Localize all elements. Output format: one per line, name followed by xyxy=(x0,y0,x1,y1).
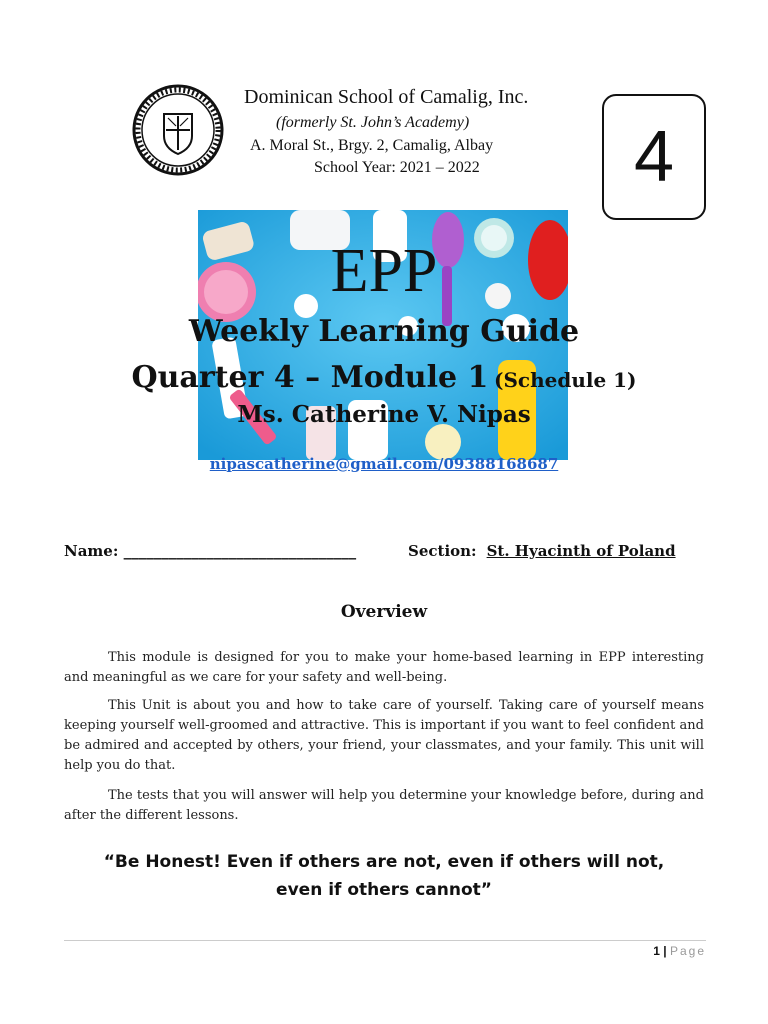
section-label: Section: xyxy=(408,542,477,560)
guide-title: Weekly Learning Guide xyxy=(188,314,580,349)
honesty-quote xyxy=(64,848,704,904)
school-name: Dominican School of Camalig, Inc. xyxy=(244,86,529,108)
contact-line xyxy=(0,455,768,473)
page-footer xyxy=(620,944,706,958)
subject-title: EPP xyxy=(330,237,438,305)
page-separator: | xyxy=(663,944,667,958)
grade-level-box xyxy=(602,94,706,220)
schedule-label: (Schedule 1) xyxy=(493,368,637,392)
teacher-contact-link[interactable]: nipascatherine@gmail.com/09388168687 xyxy=(209,455,559,473)
overview-paragraph-3 xyxy=(64,786,704,826)
page-number: 1 xyxy=(653,944,660,958)
overview-paragraph-1 xyxy=(64,648,704,688)
name-label: Name: xyxy=(64,542,119,560)
school-address: A. Moral St., Brgy. 2, Camalig, Albay xyxy=(250,137,494,154)
quote-line-2: even if others cannot” xyxy=(276,880,492,900)
overview-paragraph-1-text: This module is designed for you to make your home-based learning in EPP interesting and meaningful as we care for your safety and well-being. xyxy=(64,650,704,685)
overview-paragraph-2 xyxy=(64,696,704,776)
overview-paragraph-3-text: The tests that you will answer will help you determine your knowledge before, during and after the different lessons. xyxy=(64,788,704,823)
overview-paragraph-2-text: This Unit is about you and how to take care of yourself. Taking care of yourself means keeping yourself well-groomed and attractive. This is important if you want to feel confident and be admired and accepted by others, your friend, your classmates, and your family. This unit will help you do that. xyxy=(64,698,704,773)
name-blank-line: _______________________________ xyxy=(123,542,357,560)
quarter-module: Quarter 4 – Module 1 xyxy=(131,360,489,395)
school-year: School Year: 2021 – 2022 xyxy=(314,159,480,176)
page-label: Page xyxy=(669,944,706,958)
student-section-row xyxy=(408,542,676,560)
school-former-name: (formerly St. John’s Academy) xyxy=(276,114,470,131)
footer-divider xyxy=(64,940,706,941)
grade-number: 4 xyxy=(633,117,675,197)
teacher-name: Ms. Catherine V. Nipas xyxy=(237,401,531,428)
section-value: St. Hyacinth of Poland xyxy=(486,542,676,560)
school-seal-logo xyxy=(132,84,224,176)
quote-line-1: “Be Honest! Even if others are not, even if others will not, xyxy=(103,852,665,872)
overview-heading: Overview xyxy=(340,602,428,622)
quarter-module-line xyxy=(0,358,768,402)
student-name-row xyxy=(64,542,356,560)
